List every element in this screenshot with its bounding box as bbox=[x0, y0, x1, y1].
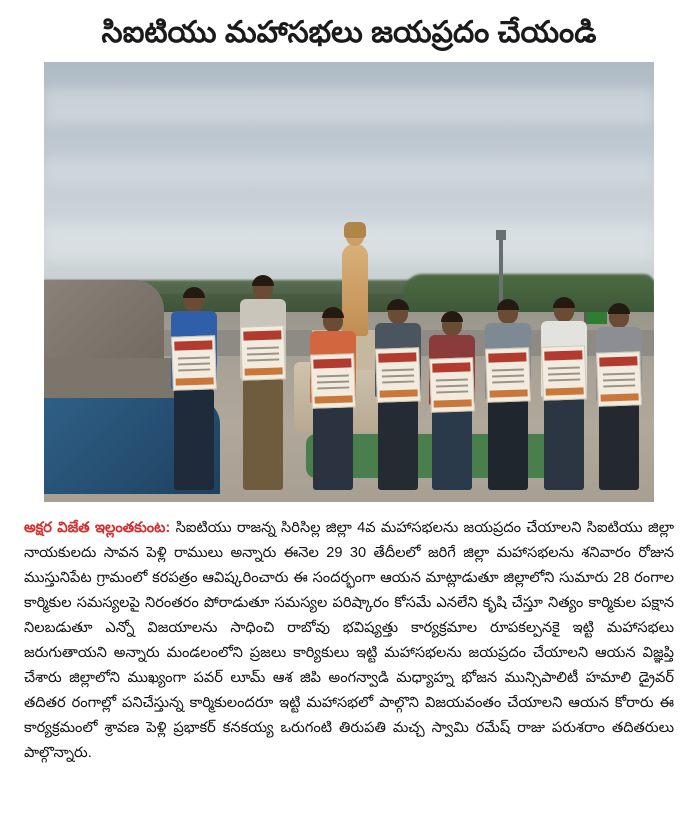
person-head bbox=[388, 302, 408, 324]
pamphlet bbox=[596, 351, 642, 407]
pamphlet bbox=[240, 325, 286, 381]
person-head bbox=[498, 302, 518, 324]
person-legs bbox=[174, 389, 214, 490]
article-paragraph bbox=[24, 516, 674, 767]
pamphlet-text-line bbox=[178, 362, 210, 365]
pamphlet-footer-band bbox=[176, 377, 214, 385]
page-title: సిఐటియు మహాసభలు జయప్రదం చేయండి bbox=[101, 16, 597, 49]
cloud-band bbox=[44, 158, 654, 184]
pamphlet bbox=[541, 345, 587, 401]
pamphlet bbox=[310, 353, 356, 409]
pamphlet bbox=[485, 347, 531, 403]
pamphlet-text-line bbox=[382, 380, 414, 383]
pamphlet-footer-band bbox=[434, 399, 472, 407]
statue-pot bbox=[344, 222, 366, 238]
pamphlet-text-line bbox=[382, 368, 414, 371]
pamphlet-text-line bbox=[436, 378, 468, 381]
pamphlet-footer-band bbox=[315, 395, 353, 403]
article-photo bbox=[44, 62, 654, 502]
pamphlet-text-line bbox=[492, 368, 524, 371]
article-text: సిఐటియు రాజన్న సిరిసిల్ల జిల్లా 4వ మహాసభలను జయప్రదం చేయాలని సిఐటియు జిల్లా నాయకులదు సావన పెళ్లి రాములు అన్నారు ఈనెల 29 30 తేదీలలో జరిగే జిల్లా మహాసభలను శనివారం రోజున ముస్తునిపేట గ్రామంలో కరపత్రం ఆవిష్కరించారు ఈ సందర్భంగా ఆయన మాట్లాడుతూ జిల్లాలోని సుమారు 28 రంగాల కార్మికుల సమస్యలపై నిరంతరం పోరాడుతూ సమస్యల పరిష్కారం కోసమే ఎనలేని కృషి చేస్తూ నిత్యం కార్మికుల పక్షాన నిలబడుతూ ఎన్నో విజయాలను సాధించి రాబోవు భవిష్యత్తు కార్యక్రమాల రూపకల్పనకై ఇట్టి మహాసభలు జరుగుతాయని అన్నారు మండలంలోని ప్రజలు కార్యికులు ఇట్టి మహాసభలను జయప్రదం చేయాలని ఆయన విజ్ఞప్తి చేశారు జిల్లాలోని ముఖ్యంగా పవర్ లూమ్ ఆశ జిపి అంగన్వాడి మధ్యాహ్న భోజన మున్సిపాలిటీ హమాలి డ్రైవర్ తదితర రంగాల్లో పనిచేస్తున్న కార్మికులందరూ ఇట్టి మహాసభలో పాల్గొని విజయవంతం చేయాలని ఆయన కోరారు ఈ కార్యక్రమంలో శ్రావణ పెళ్లి ప్రభాకర్ కనకయ్య ఒరుగంటి తిరుపతి మచ్చ స్వామి రమేష్ రాజు పరుశరాం తదితరులు పాల్గొన్నారు. bbox=[24, 519, 674, 762]
pamphlet-text-line bbox=[178, 368, 210, 371]
person-legs bbox=[488, 399, 528, 490]
pamphlet-text-line bbox=[548, 366, 580, 369]
pamphlet-header-band bbox=[174, 340, 212, 350]
pamphlet-text-line bbox=[382, 374, 414, 377]
person-legs bbox=[243, 379, 283, 490]
person-head bbox=[184, 290, 204, 312]
pamphlet-text-line bbox=[603, 378, 635, 381]
pamphlet-text-line bbox=[603, 384, 635, 387]
pamphlet-footer-band bbox=[546, 387, 584, 395]
pamphlet bbox=[171, 335, 217, 391]
pamphlet-text-line bbox=[317, 386, 349, 389]
pamphlet-text-line bbox=[603, 372, 635, 375]
pamphlet-text-line bbox=[247, 358, 279, 361]
pamphlet-text-line bbox=[436, 384, 468, 387]
person bbox=[426, 314, 478, 490]
person-head bbox=[442, 314, 462, 336]
pamphlet-header-band bbox=[432, 362, 470, 372]
pamphlet-header-band bbox=[243, 330, 281, 340]
person-legs bbox=[544, 397, 584, 490]
cloud-band bbox=[44, 88, 654, 124]
pamphlet-text-line bbox=[492, 380, 524, 383]
pamphlet-header-band bbox=[378, 352, 416, 362]
person bbox=[592, 306, 646, 490]
pamphlet-text-line bbox=[178, 356, 210, 359]
pamphlet-header-band bbox=[313, 358, 351, 368]
person-head bbox=[323, 310, 343, 332]
pamphlet-text-line bbox=[548, 378, 580, 381]
pamphlet-text-line bbox=[436, 390, 468, 393]
article-body bbox=[24, 516, 674, 767]
pamphlet-text-line bbox=[317, 374, 349, 377]
pamphlet-text-line bbox=[492, 374, 524, 377]
pamphlet-footer-band bbox=[245, 367, 283, 375]
person-legs bbox=[313, 403, 353, 490]
person-head bbox=[554, 300, 574, 322]
person-legs bbox=[599, 401, 639, 490]
pamphlet-footer-band bbox=[380, 389, 418, 397]
pamphlet-header-band bbox=[544, 350, 582, 360]
pamphlet-footer-band bbox=[490, 389, 528, 397]
pamphlet bbox=[429, 357, 475, 413]
person bbox=[166, 290, 222, 490]
pamphlet-text-line bbox=[247, 352, 279, 355]
pamphlet-header-band bbox=[488, 352, 526, 362]
pamphlet-text-line bbox=[548, 372, 580, 375]
person bbox=[480, 302, 536, 490]
person bbox=[234, 278, 292, 490]
person bbox=[306, 310, 360, 490]
pamphlet-text-line bbox=[247, 346, 279, 349]
person-legs bbox=[432, 405, 472, 490]
person-head bbox=[253, 278, 273, 300]
pamphlet-footer-band bbox=[601, 393, 639, 401]
person-legs bbox=[378, 397, 418, 490]
article-dateline: అక్షర విజేత ఇల్లంతకుంట: bbox=[24, 519, 171, 536]
person bbox=[536, 300, 592, 490]
pamphlet bbox=[375, 347, 421, 403]
pamphlet-header-band bbox=[599, 356, 637, 366]
person-head bbox=[609, 306, 629, 328]
pamphlet-text-line bbox=[317, 380, 349, 383]
person bbox=[370, 302, 426, 490]
